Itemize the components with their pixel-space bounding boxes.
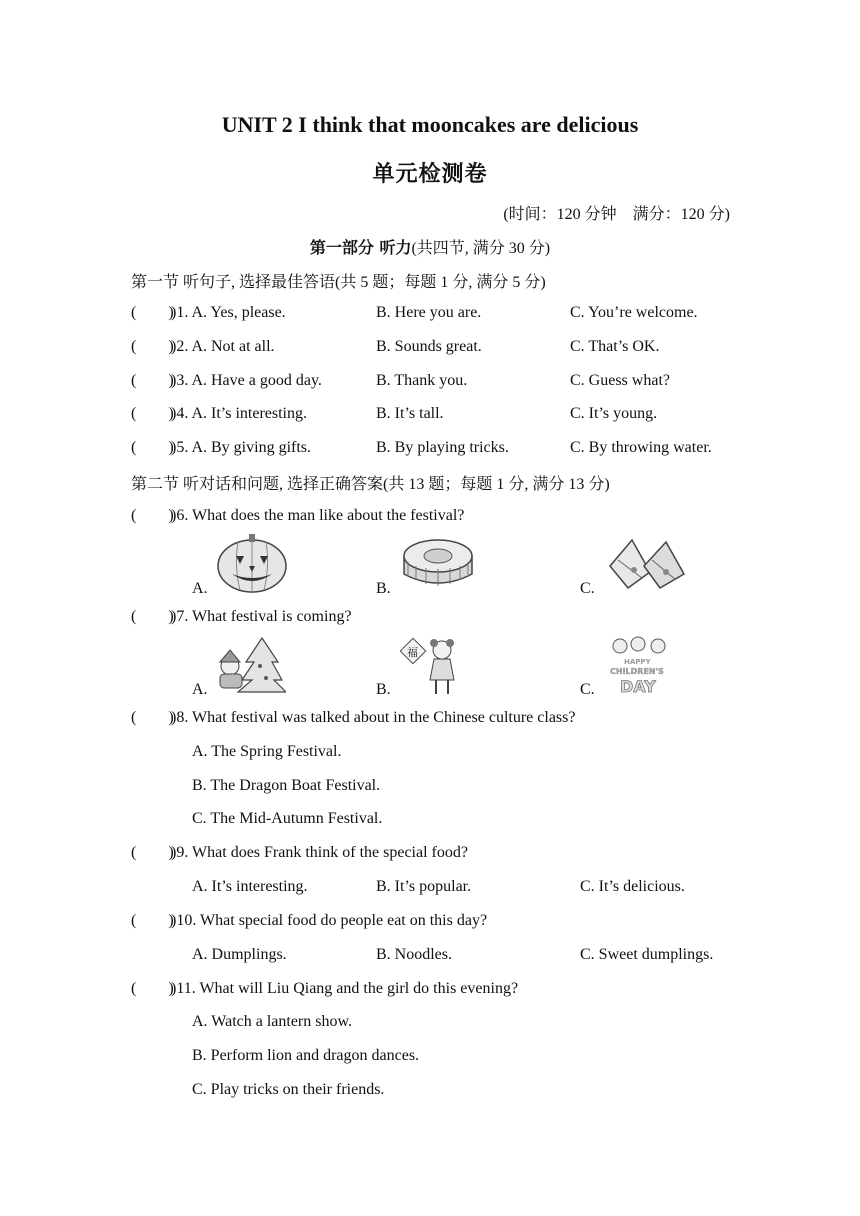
page-title: UNIT 2 I think that mooncakes are delicious <box>221 112 639 137</box>
fu-sign: 福 <box>407 646 418 659</box>
option-a: A. The Spring Festival. <box>192 743 342 760</box>
option-c: C. Sweet dumplings. <box>580 946 714 963</box>
option-c: C. By throwing water. <box>570 439 712 456</box>
exam-meta: (时间：120 分钟 满分：120 分) <box>503 206 730 223</box>
answer-blank[interactable]: ( ) <box>131 912 174 929</box>
mooncake-image[interactable] <box>400 536 476 592</box>
option-c: C. That’s OK. <box>570 338 660 355</box>
option-c: C. You’re welcome. <box>570 304 698 321</box>
option-a: A. Dumplings. <box>192 946 287 963</box>
option-b: B. Thank you. <box>376 372 468 389</box>
option-a: A. Watch a lantern show. <box>192 1013 352 1030</box>
option-b: B. By playing tricks. <box>376 439 509 456</box>
page-subtitle: 单元检测卷 <box>372 162 488 187</box>
pumpkin-image[interactable] <box>214 532 290 594</box>
option-b-label: B. <box>376 681 391 698</box>
option-b: B. Perform lion and dragon dances. <box>192 1047 420 1064</box>
answer-blank[interactable]: ( ) <box>131 709 174 726</box>
childrens-day-image[interactable] <box>604 634 674 696</box>
option-b: B. It’s tall. <box>376 405 444 422</box>
zongzi-image[interactable] <box>604 536 688 592</box>
option-a: A. It’s interesting. <box>192 878 308 895</box>
option-b: B. Sounds great. <box>376 338 482 355</box>
option-a-label: A. <box>192 681 208 698</box>
answer-blank[interactable]: ( ) <box>131 507 174 524</box>
option-c: C. Play tricks on their friends. <box>192 1081 385 1098</box>
section2-heading: 第二节 听对话和问题, 选择正确答案(共 13 题；每题 1 分, 满分 13 分) <box>131 476 610 493</box>
happy-text: HAPPY <box>624 658 651 666</box>
exam-page: UNIT 2 I think that mooncakes are delicious 单元检测卷 (时间：120 分钟 满分：120 分) 第一部分 听力(共四节, 满分 30 分) 第一节 听句子, 选择最佳答语(共 5 题；每题 1 分, 满分 5 分) ( ) )1. A. Yes, please. B. Here you are. C. You’re welcome. ( ) )2. A. Not at all. B. Sounds great. C. That’s OK. ( ) )3. A. Have a good day. B. Thank you. C. Guess what? ( ) )4. A. It’s interesting. B. It’s tall. C. It’s young. ( ) )5. A. By giving gifts. B. By playing tricks. C. By throwing water. 第二节 听对话和问题, 选择正确答案(共 13 题；每题 1 分, 满分 13 分) ( ) )6. What does the man like about the festival? A. B. C. ( ) )7. What festival is coming? A. B. C. 福 HAPPY CHILDREN'S DAY ( ) )8. What festival was talked about in the Chinese culture class? A. The Spring Festival. B. The Dragon Boat Festival. C. The Mid-Autumn Festival. ( ) )9. What does Frank think of the special food? A. It’s interesting. B. It’s popular. C. It’s delicious. ( ) )10. What special food do people eat on this day? A. Dumplings. B. Noodles. C. Sweet dumplings. ( ) )11. What will Liu Qiang and the girl do this evening? A. Watch a lantern show. B. Perform lion and dragon dances. C. Play tricks on their friends. <box>0 0 860 1216</box>
answer-blank[interactable]: ( ) <box>131 608 174 625</box>
answer-blank[interactable]: ( ) <box>131 304 174 321</box>
answer-blank[interactable]: ( ) <box>131 980 174 997</box>
answer-blank[interactable]: ( ) <box>131 405 174 422</box>
childrens-text: CHILDREN'S <box>610 667 664 676</box>
answer-blank[interactable]: ( ) <box>131 439 174 456</box>
option-b-label: B. <box>376 580 391 597</box>
option-c-label: C. <box>580 681 595 698</box>
option-c: C. Guess what? <box>570 372 670 389</box>
option-b: B. The Dragon Boat Festival. <box>192 777 381 794</box>
option-c-label: C. <box>580 580 595 597</box>
answer-blank[interactable]: ( ) <box>131 844 174 861</box>
option-b: B. It’s popular. <box>376 878 472 895</box>
option-a-label: A. <box>192 580 208 597</box>
option-c: C. It’s delicious. <box>580 878 685 895</box>
option-c: C. The Mid-Autumn Festival. <box>192 810 383 827</box>
spring-festival-image[interactable] <box>400 634 462 696</box>
option-b: B. Here you are. <box>376 304 482 321</box>
option-c: C. It’s young. <box>570 405 658 422</box>
option-b: B. Noodles. <box>376 946 452 963</box>
day-text: DAY <box>620 677 656 696</box>
christmas-image[interactable] <box>216 636 286 696</box>
part-heading: 第一部分 听力(共四节, 满分 30 分) <box>309 238 551 257</box>
answer-blank[interactable]: ( ) <box>131 338 174 355</box>
section1-heading: 第一节 听句子, 选择最佳答语(共 5 题；每题 1 分, 满分 5 分) <box>131 274 546 291</box>
answer-blank[interactable]: ( ) <box>131 372 174 389</box>
